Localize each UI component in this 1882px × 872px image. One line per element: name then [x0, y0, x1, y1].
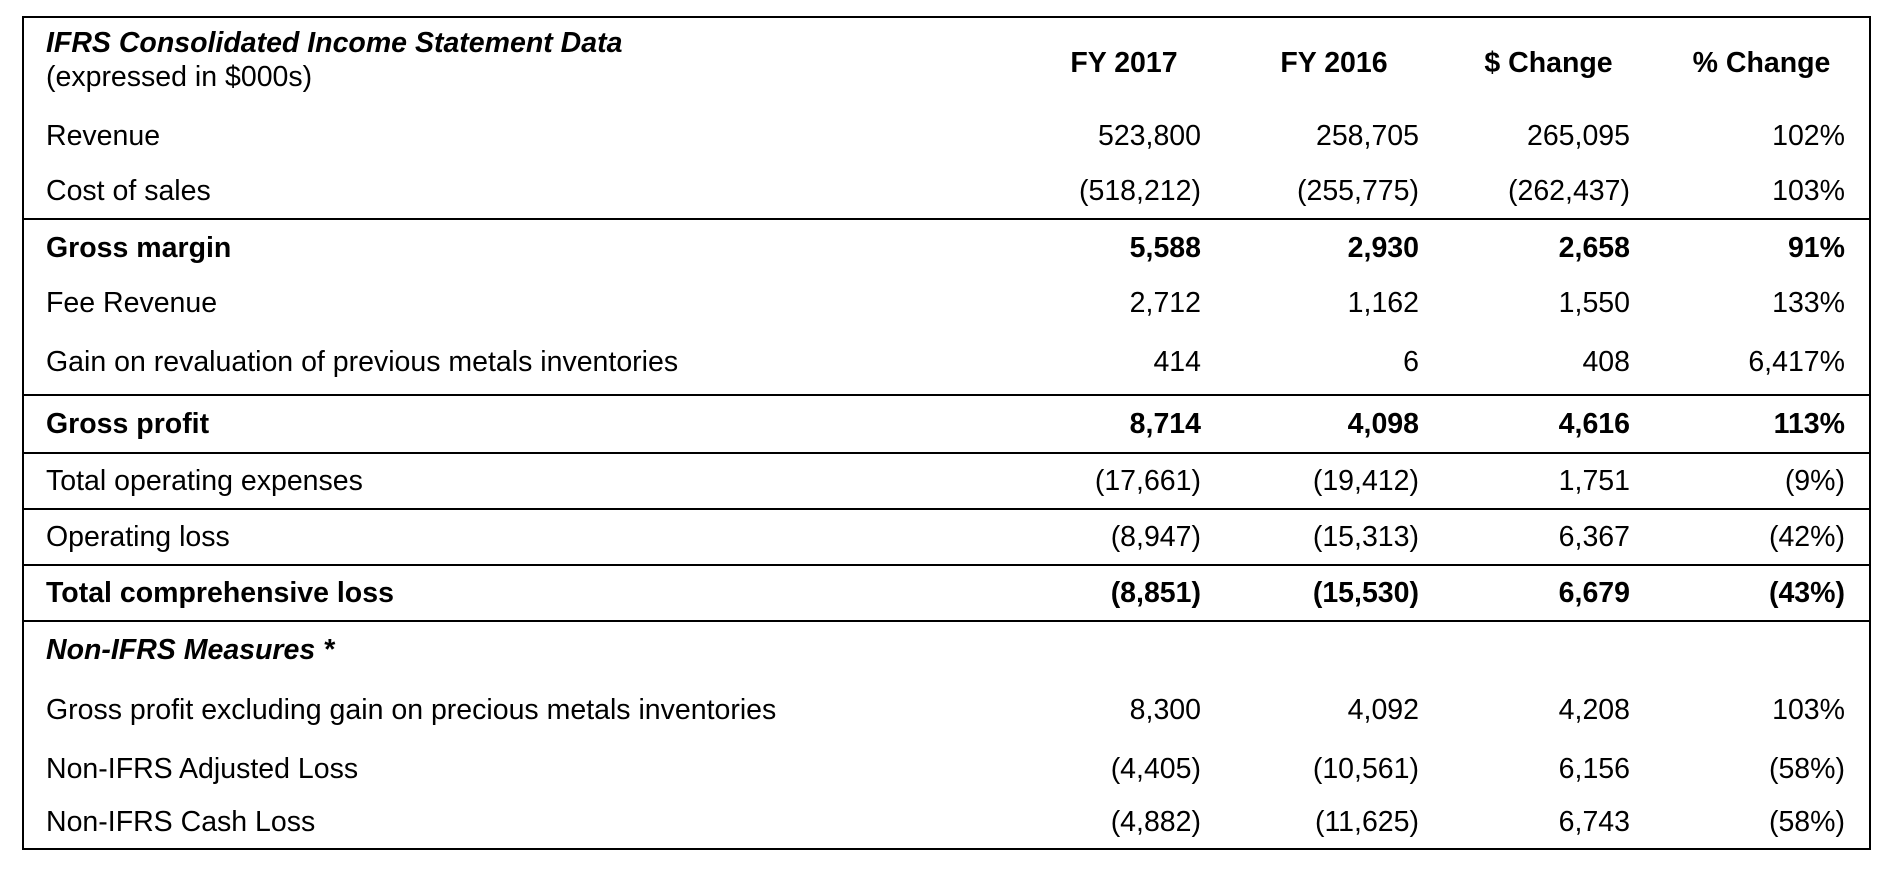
- table-row: [23, 509, 1870, 565]
- cell-pct-change: (9%): [1654, 453, 1870, 509]
- empty-cell: [1023, 621, 1225, 678]
- cell-fy2016: (15,313): [1225, 509, 1443, 565]
- cell-pct-change: (58%): [1768, 806, 1845, 838]
- cell-pct-change: 91%: [1654, 219, 1870, 276]
- table-subtitle: (expressed in $000s): [46, 61, 313, 93]
- section-heading-row: [23, 621, 1870, 678]
- cell-fy2017: 414: [1153, 346, 1201, 378]
- table-title: IFRS Consolidated Income Statement Data: [46, 27, 623, 59]
- cell-dollar-change: 4,616: [1443, 395, 1654, 453]
- cell-fy2016: (10,561): [1312, 753, 1419, 785]
- cell-pct-change: (58%): [1768, 753, 1845, 785]
- empty-cell: [1225, 621, 1443, 678]
- table-row: [23, 742, 1870, 797]
- column-header-fy2017: FY 2017: [1070, 46, 1178, 79]
- row-label: Total operating expenses: [23, 453, 1023, 509]
- cell-dollar-change: 2,658: [1443, 219, 1654, 276]
- cell-fy2016: 2,930: [1225, 219, 1443, 276]
- row-label: Total comprehensive loss: [23, 565, 1023, 621]
- table-row: [23, 678, 1870, 742]
- empty-cell: [1654, 621, 1870, 678]
- cell-pct-change: 133%: [1772, 287, 1845, 319]
- table-header-row: [23, 17, 1870, 108]
- cell-fy2017: 8,714: [1023, 395, 1225, 453]
- cell-pct-change: 103%: [1772, 693, 1845, 726]
- cell-pct-change: 113%: [1654, 395, 1870, 453]
- cell-dollar-change: 265,095: [1526, 119, 1630, 152]
- cell-pct-change: 103%: [1772, 174, 1845, 207]
- row-label: Non-IFRS Cash Loss: [46, 806, 316, 838]
- cell-fy2017: (4,405): [1110, 753, 1201, 785]
- empty-cell: [1443, 621, 1654, 678]
- cell-pct-change: (43%): [1654, 565, 1870, 621]
- column-header-pct-change: % Change: [1692, 46, 1831, 79]
- table-title-cell: [23, 17, 1023, 108]
- column-header-fy2016: FY 2016: [1280, 46, 1388, 79]
- row-label: Gross profit: [23, 395, 1023, 453]
- table-row: [23, 276, 1870, 331]
- cell-dollar-change: (262,437): [1507, 174, 1630, 207]
- cell-fy2017: 2,712: [1129, 287, 1201, 319]
- cell-dollar-change: 6,743: [1558, 806, 1630, 838]
- cell-dollar-change: 6,367: [1443, 509, 1654, 565]
- cell-pct-change: 102%: [1772, 119, 1845, 152]
- cell-fy2017: 8,300: [1129, 693, 1201, 726]
- cell-fy2016: (19,412): [1225, 453, 1443, 509]
- cell-pct-change: 6,417%: [1748, 346, 1845, 378]
- row-label: Operating loss: [23, 509, 1023, 565]
- row-label: Fee Revenue: [46, 287, 218, 319]
- cell-fy2016: 6: [1403, 346, 1419, 378]
- cell-dollar-change: 1,550: [1558, 287, 1630, 319]
- cell-fy2017: (8,851): [1023, 565, 1225, 621]
- table-row: [23, 164, 1870, 219]
- table-row: [23, 565, 1870, 621]
- cell-fy2016: (15,530): [1225, 565, 1443, 621]
- column-header-dollar-change: $ Change: [1484, 46, 1613, 79]
- cell-fy2016: (255,775): [1296, 174, 1419, 207]
- cell-fy2017: (8,947): [1023, 509, 1225, 565]
- non-ifrs-heading: Non-IFRS Measures *: [23, 621, 1023, 678]
- cell-dollar-change: 6,679: [1443, 565, 1654, 621]
- cell-dollar-change: 1,751: [1443, 453, 1654, 509]
- table-row: [23, 331, 1870, 395]
- cell-fy2016: 4,098: [1225, 395, 1443, 453]
- cell-fy2017: 523,800: [1097, 119, 1201, 152]
- cell-fy2017: (17,661): [1023, 453, 1225, 509]
- row-label: Gross profit excluding gain on precious metals inventories: [46, 693, 777, 726]
- cell-fy2017: (4,882): [1110, 806, 1201, 838]
- row-label: Revenue: [46, 119, 161, 152]
- row-label: Cost of sales: [46, 174, 211, 207]
- cell-dollar-change: 408: [1582, 346, 1630, 378]
- table-row: [23, 797, 1870, 849]
- row-label: Gain on revaluation of previous metals inventories: [46, 346, 679, 378]
- table-row: [23, 219, 1870, 276]
- cell-pct-change: (42%): [1654, 509, 1870, 565]
- table-row: [23, 453, 1870, 509]
- table-row: [23, 395, 1870, 453]
- cell-fy2017: 5,588: [1023, 219, 1225, 276]
- cell-fy2016: 258,705: [1315, 119, 1419, 152]
- cell-dollar-change: 4,208: [1558, 693, 1630, 726]
- row-label: Non-IFRS Adjusted Loss: [46, 753, 359, 785]
- income-statement-table: [22, 16, 1871, 850]
- table-row: [23, 108, 1870, 164]
- cell-fy2017: (518,212): [1078, 174, 1201, 207]
- row-label: Gross margin: [23, 219, 1023, 276]
- cell-fy2016: 1,162: [1347, 287, 1419, 319]
- cell-dollar-change: 6,156: [1558, 753, 1630, 785]
- cell-fy2016: (11,625): [1314, 806, 1419, 838]
- cell-fy2016: 4,092: [1347, 693, 1419, 726]
